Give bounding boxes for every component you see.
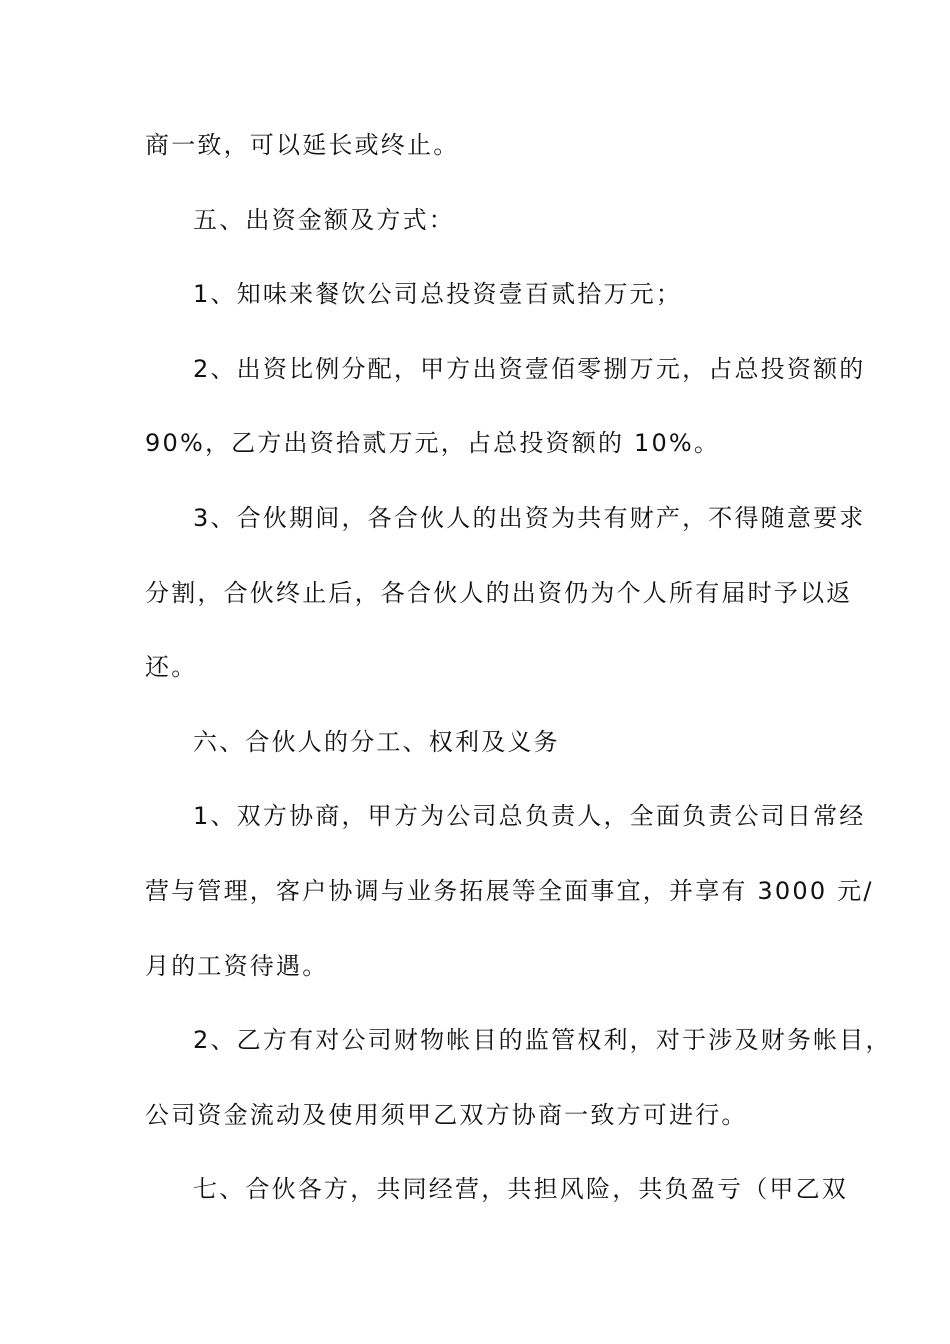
text-line: 还。 xyxy=(145,653,198,682)
section-heading: 五、出资金额及方式： xyxy=(193,205,455,234)
text-line: 2、乙方有对公司财物帐目的监管权利，对于涉及财务帐目， xyxy=(193,1026,892,1055)
text-line: 2、出资比例分配，甲方出资壹佰零捌万元，占总投资额的 xyxy=(193,354,866,383)
text-line: 公司资金流动及使用须甲乙双方协商一致方可进行。 xyxy=(145,1100,748,1129)
section-heading: 六、合伙人的分工、权利及义务 xyxy=(193,727,560,756)
text-line: 1、双方协商，甲方为公司总负责人，全面负责公司日常经 xyxy=(193,802,866,831)
document-body xyxy=(145,128,892,1247)
text-line: 90%，乙方出资拾贰万元，占总投资额的 10%。 xyxy=(145,429,721,458)
text-line: 分割，合伙终止后，各合伙人的出资仍为个人所有届时予以返 xyxy=(145,578,853,607)
text-line: 月的工资待遇。 xyxy=(145,951,329,980)
text-line: 1、知味来餐饮公司总投资壹百贰拾万元； xyxy=(193,280,683,309)
text-line: 3、合伙期间，各合伙人的出资为共有财产，不得随意要求 xyxy=(193,503,866,532)
section-heading: 七、合伙各方，共同经营，共担风险，共负盈亏（甲乙双 xyxy=(193,1175,848,1204)
text-line: 商一致，可以延长或终止。 xyxy=(145,131,460,159)
text-line: 营与管理，客户协调与业务拓展等全面事宜，并享有 3000 元/ xyxy=(145,876,874,905)
